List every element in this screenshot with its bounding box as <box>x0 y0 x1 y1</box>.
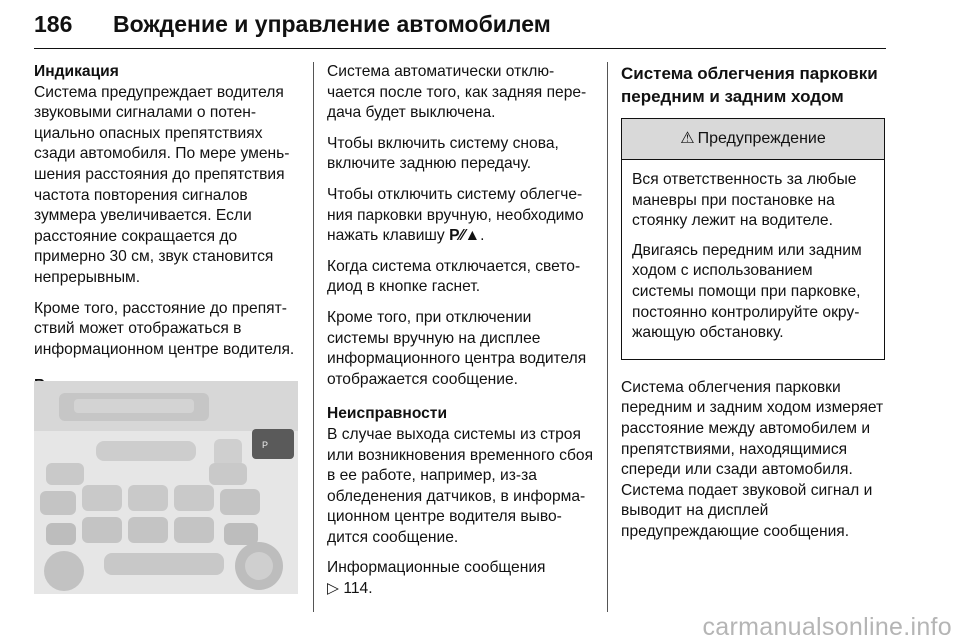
park-button-label: P <box>262 440 269 450</box>
para-manual-off <box>327 185 595 247</box>
page-ref-number: 114. <box>343 580 373 598</box>
console-photo <box>34 381 298 594</box>
column-divider-2 <box>607 62 608 612</box>
para-display: Кроме того, расстояние до препятствий может отображаться в информационном центре водителя. <box>34 299 295 358</box>
warning-p2: Двигаясь передним или задним ходом с использованием системы помощи при парковке, постоянно контролируйте окружающую обстановку. <box>632 241 862 342</box>
console-image <box>34 381 298 594</box>
heading-faults: Неисправности <box>327 405 448 423</box>
chapter-title: Вождение и управление автомобилем <box>113 11 551 37</box>
para-led: Когда система отключается, светодиод в кнопке гаснет. <box>327 257 581 296</box>
para-manual-off-text: Чтобы отключить систему облегчения парковки вручную, необходимо нажать клавишу <box>327 185 584 245</box>
para-indication: Система предупреждает водителя звуковыми сигналами о потенциально опасных препятствиях сзади автомобиля. По мере уменьшения расстояния до препятствия частота повторения сигналов зуммера увеличивается. Если расстояние сокращается до примерно 30 см, звук становится непрерывным. <box>34 83 290 286</box>
header-rule <box>34 48 886 49</box>
section-heading: Система облегчения парковки передним и задним ходом <box>621 64 878 106</box>
warning-box <box>621 118 885 360</box>
page-number: 186 <box>34 11 73 37</box>
column-3 <box>621 62 885 553</box>
column-divider-1 <box>313 62 314 612</box>
watermark: carmanualsonline.info <box>702 613 952 641</box>
para-info-ref[interactable] <box>327 579 595 600</box>
heading-indication: Индикация <box>34 63 119 80</box>
column-1 <box>34 62 300 407</box>
para-faults: В случае выхода системы из строя или возникновения временного сбоя в ее работе, например, из-за обледенения датчиков, в информационном центре водителя выводится сообщение. <box>327 425 594 546</box>
para-manual-off-end: . <box>480 227 485 245</box>
warning-triangle-icon: ⚠ <box>680 129 695 147</box>
para-info-title: Информационные сообщения <box>327 559 546 577</box>
warning-p1: Вся ответственность за любые маневры при постановке на стоянку лежит на водителе. <box>632 171 857 230</box>
para-turn-on: Чтобы включить систему снова, включите заднюю передачу. <box>327 134 559 173</box>
para-message: Кроме того, при отключении системы вручную на дисплее информационного центра водителя отображается сообщение. <box>327 308 587 388</box>
page-header <box>34 4 886 44</box>
page-ref-arrow-icon: ▷ <box>327 580 339 598</box>
para-desc: Система облегчения парковки передним и задним ходом измеряет расстояние между автомобилем и препятствиями, находящимися спереди или сзади автомобиля. Система подает звуковой сигнал и выводит на дисплей предупреждающие сообщения. <box>621 378 884 540</box>
warning-header <box>622 119 884 160</box>
warning-title: Предупреждение <box>697 129 826 147</box>
parking-key-symbol: P⁄⁄▲ <box>449 227 481 245</box>
warning-body <box>622 160 884 359</box>
para-auto-off: Система автоматически отключается после того, как задняя передача будет выключена. <box>327 63 587 122</box>
column-2 <box>327 62 595 610</box>
